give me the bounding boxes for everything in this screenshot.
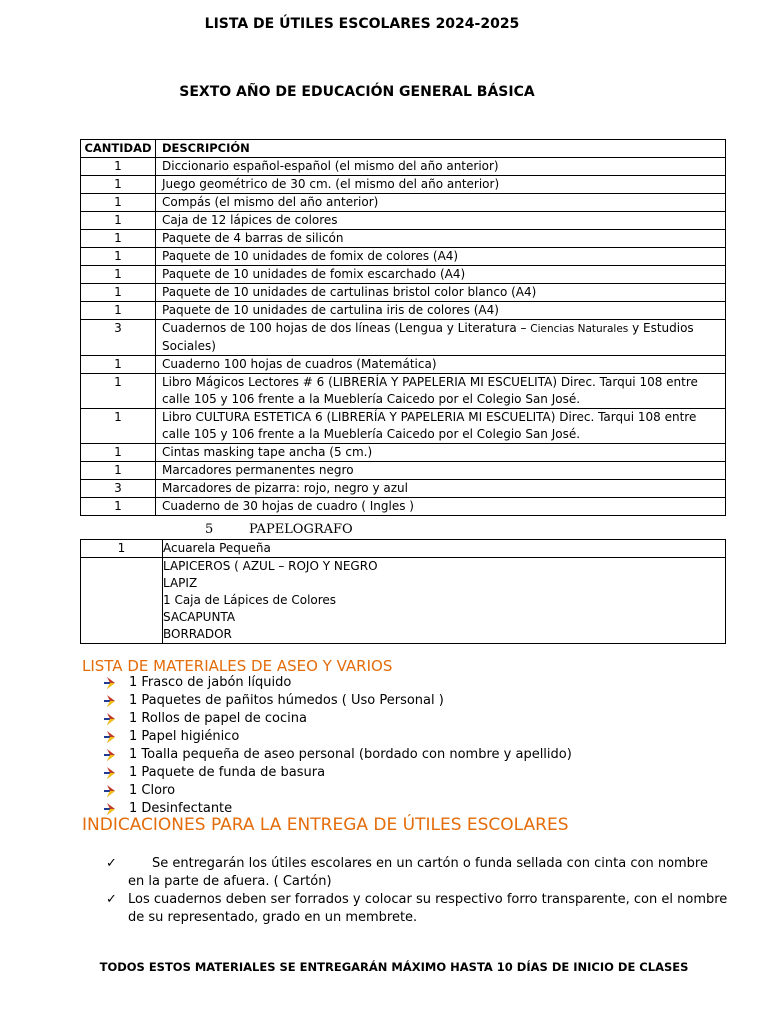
row-quantity: 1 <box>81 444 156 462</box>
column-header-descripcion: DESCRIPCIÓN <box>156 140 726 158</box>
row-quantity: 1 <box>81 176 156 194</box>
list-item <box>104 764 572 782</box>
arrow-bullet-icon <box>104 785 118 797</box>
list-item-text: 1 Frasco de jabón líquido <box>129 675 292 690</box>
aseo-list <box>104 674 572 818</box>
arrow-bullet-icon <box>104 803 118 815</box>
supplies-table <box>80 139 726 516</box>
list-item-text: 1 Cloro <box>129 783 176 798</box>
row-quantity: 1 <box>81 540 163 558</box>
checkmark-icon: ✓ <box>106 856 117 871</box>
row-quantity: 1 <box>81 158 156 176</box>
table-row <box>81 266 726 284</box>
table-row <box>81 302 726 320</box>
row-description-small: Ciencias Naturales <box>530 323 629 335</box>
list-item-text: 1 Paquete de funda de basura <box>129 765 326 780</box>
row-description <box>156 320 726 356</box>
list-item <box>104 728 572 746</box>
table-row <box>81 320 726 356</box>
list-item-text: 1 Papel higiénico <box>129 729 240 744</box>
table-row <box>81 462 726 480</box>
row-description: Libro CULTURA ESTETICA 6 (LIBRERÍA Y PAPELERIA MI ESCUELITA) Direc. Tarqui 108 entre calle 105 y 106 frente a la Mueblería Caicedo por el Colegio San José. <box>156 409 726 444</box>
table-row <box>81 194 726 212</box>
table-row <box>81 540 726 558</box>
papelografo-line <box>205 522 353 537</box>
row-description: Cintas masking tape ancha (5 cm.) <box>156 444 726 462</box>
checkmark-icon: ✓ <box>106 892 117 907</box>
row-description: Libro Mágicos Lectores # 6 (LIBRERÍA Y PAPELERIA MI ESCUELITA) Direc. Tarqui 108 entre calle 105 y 106 frente a la Mueblería Caicedo por el Colegio San José. <box>156 374 726 409</box>
table-row <box>81 212 726 230</box>
row-quantity: 1 <box>81 248 156 266</box>
list-item-text: 1 Paquetes de pañitos húmedos ( Uso Personal ) <box>129 693 444 708</box>
list-item-text: 1 Rollos de papel de cocina <box>129 711 307 726</box>
table-row <box>81 230 726 248</box>
table-row <box>81 158 726 176</box>
row-description: Paquete de 4 barras de silicón <box>156 230 726 248</box>
list-line: BORRADOR <box>163 627 232 641</box>
column-header-cantidad: CANTIDAD <box>81 140 156 158</box>
row-quantity: 1 <box>81 230 156 248</box>
row-quantity: 1 <box>81 194 156 212</box>
row-description: Diccionario español-español (el mismo del año anterior) <box>156 158 726 176</box>
row-description: Acuarela Pequeña <box>163 540 726 558</box>
table-header-row <box>81 140 726 158</box>
row-quantity: 3 <box>81 320 156 356</box>
indicaciones-section-title: INDICACIONES PARA LA ENTREGA DE ÚTILES ESCOLARES <box>82 815 569 835</box>
row-description-list <box>163 558 726 644</box>
document-title: LISTA DE ÚTILES ESCOLARES 2024-2025 <box>204 16 520 32</box>
row-description: Marcadores de pizarra: rojo, negro y azul <box>156 480 726 498</box>
row-quantity: 1 <box>81 302 156 320</box>
row-quantity: 3 <box>81 480 156 498</box>
arrow-bullet-icon <box>104 767 118 779</box>
document-subtitle: SEXTO AÑO DE EDUCACIÓN GENERAL BÁSICA <box>179 84 535 100</box>
table-row <box>81 558 726 644</box>
table-row <box>81 444 726 462</box>
table-row <box>81 480 726 498</box>
arrow-bullet-icon <box>104 695 118 707</box>
list-line: SACAPUNTA <box>163 610 236 624</box>
table-row <box>81 284 726 302</box>
row-description: Cuaderno de 30 hojas de cuadro ( Ingles ) <box>156 498 726 516</box>
extra-supplies-table <box>80 539 726 644</box>
row-description: Juego geométrico de 30 cm. (el mismo del año anterior) <box>156 176 726 194</box>
list-item <box>104 782 572 800</box>
table-row <box>81 498 726 516</box>
row-description-part: Cuadernos de 100 hojas de dos líneas (Lengua y Literatura – <box>162 321 531 335</box>
table-row <box>81 248 726 266</box>
row-description-part: y Estudios Sociales) <box>162 321 694 353</box>
row-description: Paquete de 10 unidades de fomix de colores (A4) <box>156 248 726 266</box>
table-row <box>81 374 726 409</box>
table-row <box>81 176 726 194</box>
indicacion-item: Los cuadernos deben ser forrados y colocar su respectivo forro transparente, con el nombre de su representado, grado en un membrete. <box>128 892 728 925</box>
row-quantity <box>81 558 163 644</box>
row-description: Marcadores permanentes negro <box>156 462 726 480</box>
row-quantity: 1 <box>81 462 156 480</box>
arrow-bullet-icon <box>104 713 118 725</box>
footer-note: TODOS ESTOS MATERIALES SE ENTREGARÁN MÁXIMO HASTA 10 DÍAS DE INICIO DE CLASES <box>99 960 689 974</box>
row-quantity: 1 <box>81 284 156 302</box>
list-line: LAPIZ <box>163 576 198 590</box>
row-quantity: 1 <box>81 498 156 516</box>
list-item <box>104 674 572 692</box>
row-quantity: 1 <box>81 374 156 409</box>
row-quantity: 1 <box>81 212 156 230</box>
table-row <box>81 356 726 374</box>
arrow-bullet-icon <box>104 677 118 689</box>
row-description: Compás (el mismo del año anterior) <box>156 194 726 212</box>
list-item-text: 1 Toalla pequeña de aseo personal (bordado con nombre y apellido) <box>129 747 572 762</box>
papelografo-quantity: 5 <box>205 522 214 537</box>
arrow-bullet-icon <box>104 749 118 761</box>
row-quantity: 1 <box>81 409 156 444</box>
list-line: 1 Caja de Lápices de Colores <box>163 593 337 607</box>
list-item-text: 1 Desinfectante <box>129 801 233 816</box>
row-quantity: 1 <box>81 266 156 284</box>
row-description: Caja de 12 lápices de colores <box>156 212 726 230</box>
indicacion-item: Se entregarán los útiles escolares en un cartón o funda sellada con cinta con nombre en la parte de afuera. ( Cartón) <box>128 856 708 889</box>
row-description: Paquete de 10 unidades de fomix escarchado (A4) <box>156 266 726 284</box>
row-quantity: 1 <box>81 356 156 374</box>
row-description: Paquete de 10 unidades de cartulina iris de colores (A4) <box>156 302 726 320</box>
arrow-bullet-icon <box>104 731 118 743</box>
aseo-section-title: LISTA DE MATERIALES DE ASEO Y VARIOS <box>82 657 393 675</box>
row-description: Cuaderno 100 hojas de cuadros (Matemática) <box>156 356 726 374</box>
table-row <box>81 409 726 444</box>
list-item <box>104 746 572 764</box>
list-item <box>104 710 572 728</box>
papelografo-label: PAPELOGRAFO <box>249 522 353 537</box>
list-item <box>104 692 572 710</box>
row-description: Paquete de 10 unidades de cartulinas bristol color blanco (A4) <box>156 284 726 302</box>
list-line: LAPICEROS ( AZUL – ROJO Y NEGRO <box>163 559 378 573</box>
